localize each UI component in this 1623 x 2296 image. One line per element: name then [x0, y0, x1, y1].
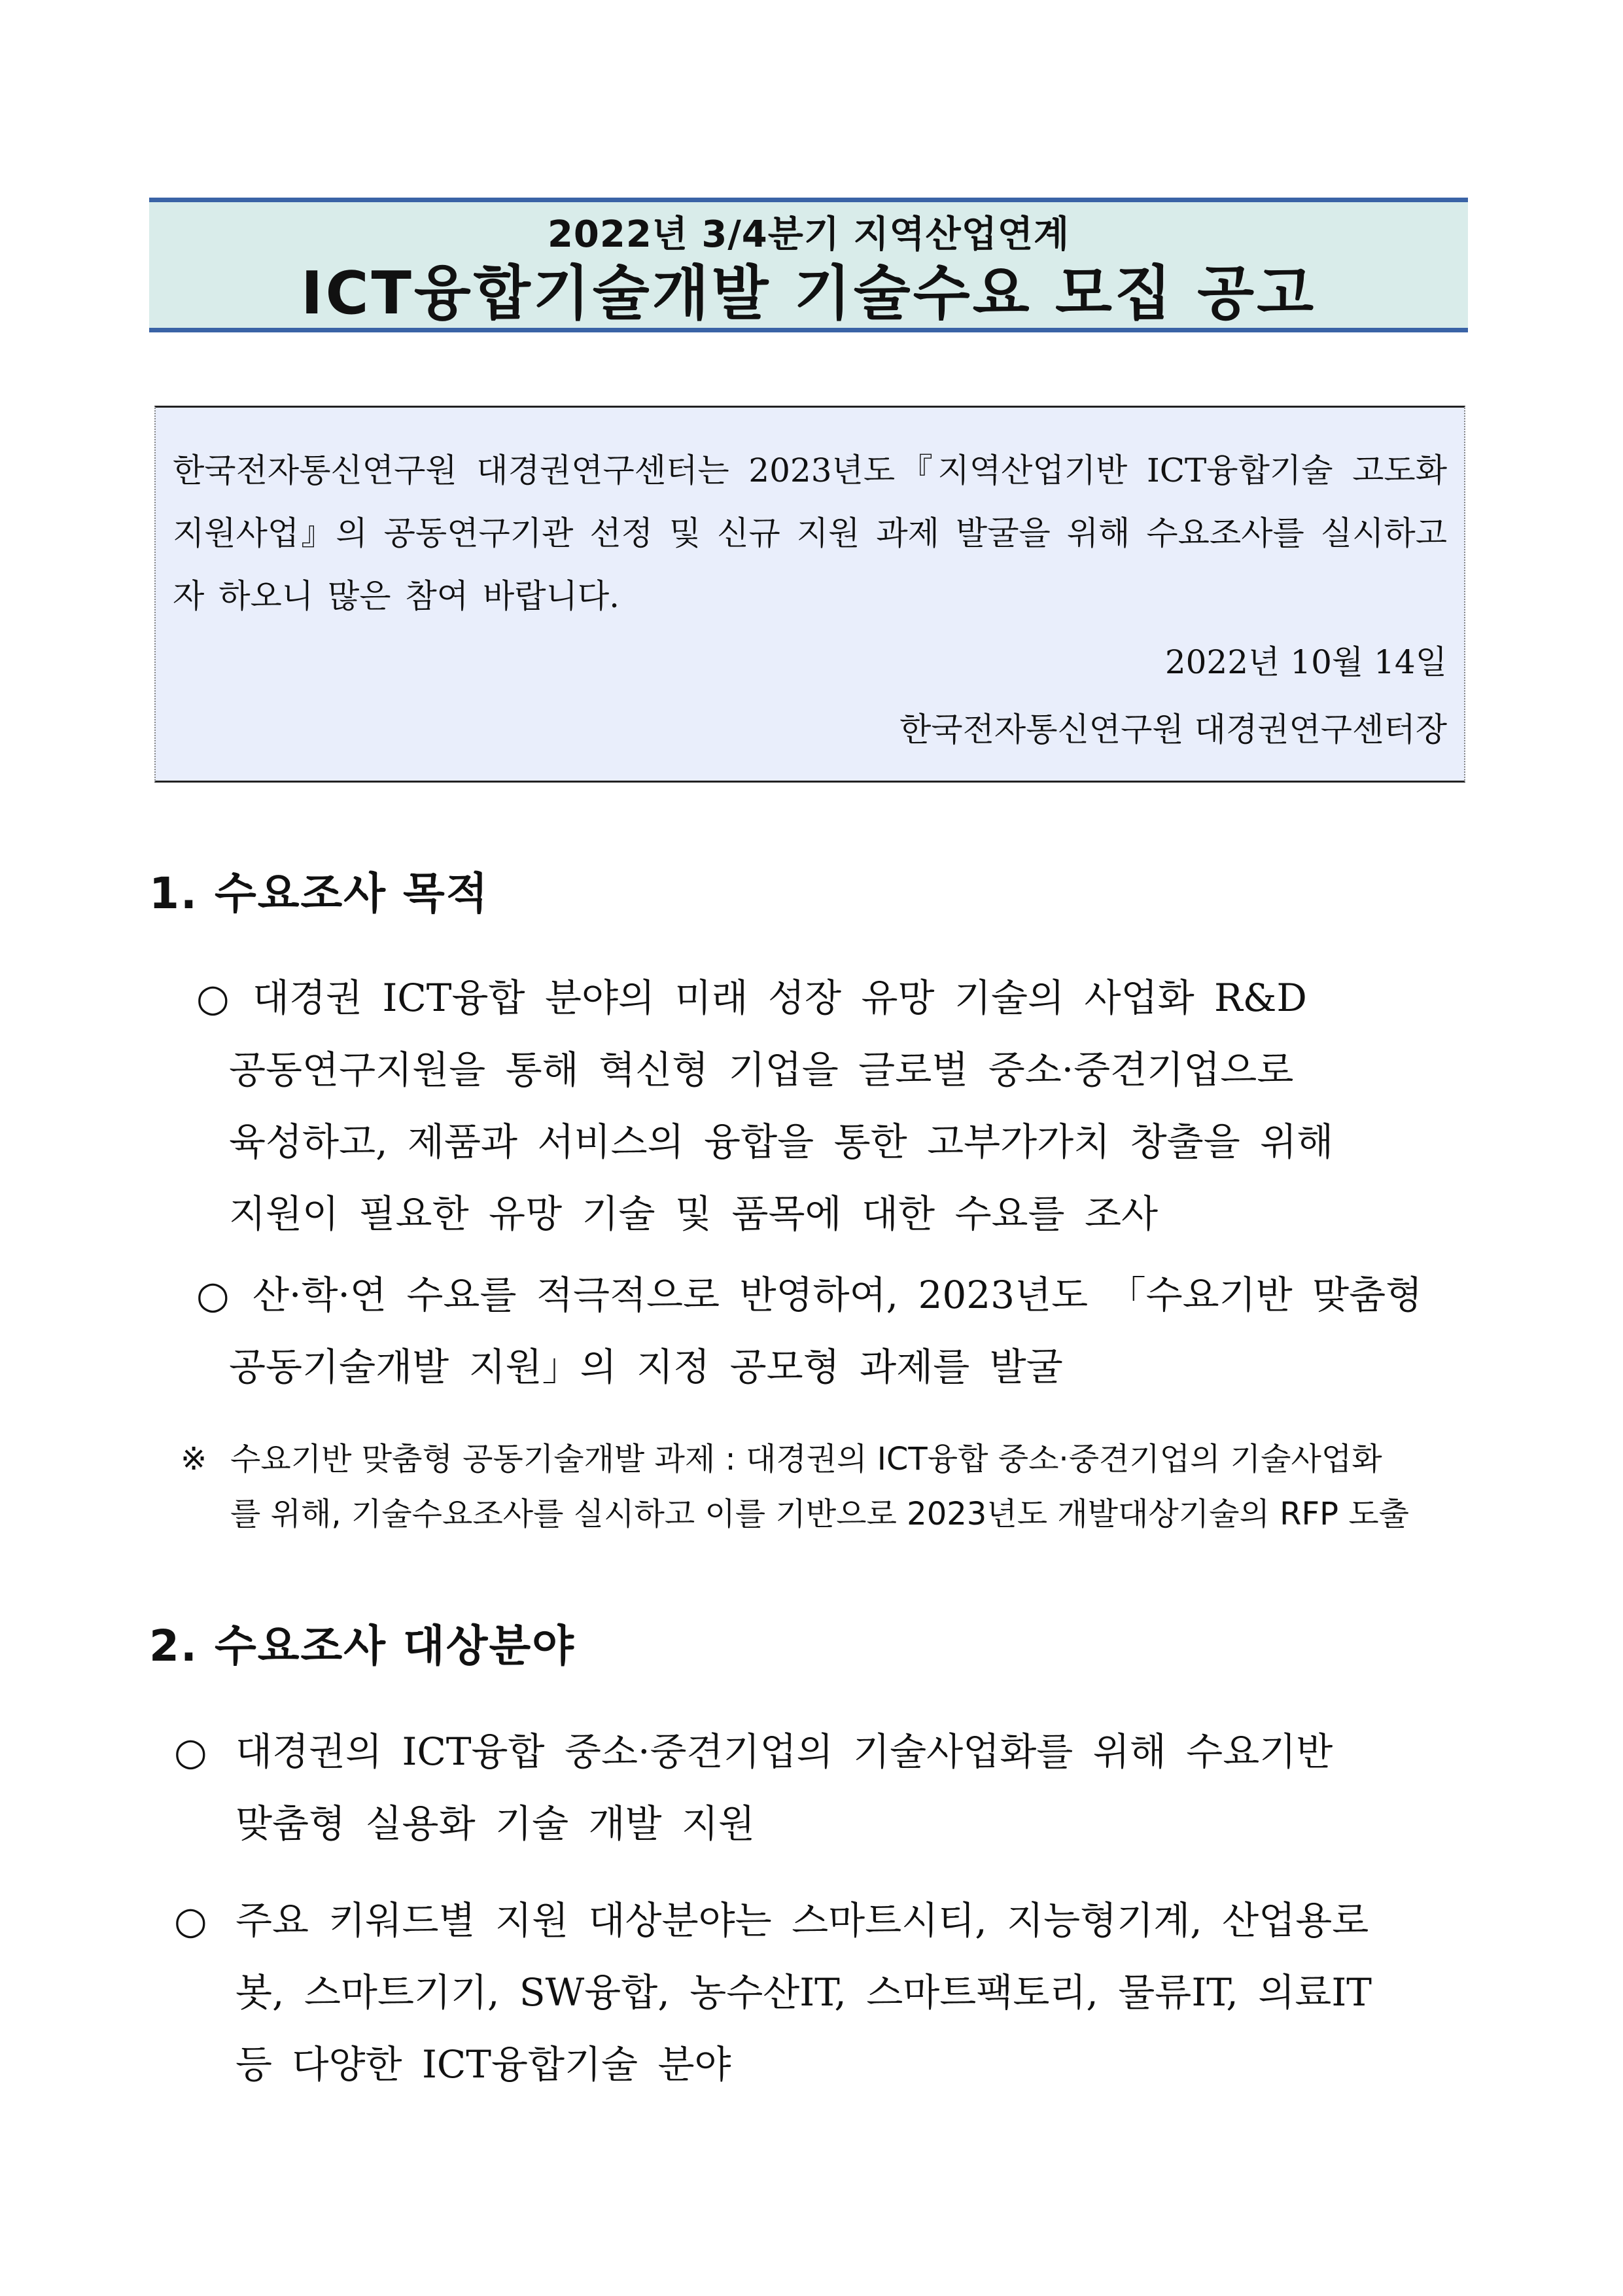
note-line: 를 위해, 기술수요조사를 실시하고 이를 기반으로 2023년도 개발대상기술의 RFP 도출	[230, 1496, 1410, 1532]
circle-bullet-icon: ○	[174, 1729, 207, 1774]
note-line: 수요기반 맞춤형 공동기술개발 과제 : 대경권의 ICT융합 중소·중견기업의 기술사업화	[230, 1441, 1382, 1477]
notice-date: 2022년 10월 14일	[1164, 643, 1447, 681]
notice-box	[154, 406, 1465, 783]
bullet-body	[236, 1716, 1498, 1860]
bullet-line: 대경권 ICT융합 분야의 미래 성장 유망 기술의 사업화 R&D	[253, 976, 1307, 1020]
notice-signer: 한국전자통신연구원 대경권연구센터장	[899, 711, 1447, 749]
bullet-body	[236, 1884, 1498, 2100]
bullet-line: 맞춤형 실용화 기술 개발 지원	[236, 1801, 756, 1846]
bullet-line: 산·학·연 수요를 적극적으로 반영하여, 2023년도 「수요기반 맞춤형	[253, 1273, 1423, 1317]
title-subtitle: 2022년 3/4분기 지역산업연계	[547, 213, 1070, 256]
bullet-line: 봇, 스마트기기, SW융합, 농수산IT, 스마트팩토리, 물류IT, 의료IT	[236, 1970, 1372, 2015]
section2-heading: 2. 수요조사 대상분야	[149, 1621, 575, 1671]
title-main: ICT융합기술개발 기술수요 모집 공고	[300, 259, 1317, 328]
bullet-line: 주요 키워드별 지원 대상분야는 스마트시티, 지능형기계, 산업용로	[236, 1898, 1369, 1943]
bullet-line: 공동기술개발 지원」의 지정 공모형 과제를 발굴	[229, 1345, 1063, 1389]
circle-bullet-icon: ○	[174, 1898, 207, 1943]
note-body	[230, 1432, 1480, 1542]
notice-body: 한국전자통신연구원 대경권연구센터는 2023년도『지역산업기반 ICT융합기술 고도화 지원사업』의 공동연구기관 선정 및 신규 지원 과제 발굴을 위해 수요조사를 실시하고자 하오니 많은 참여 바랍니다.	[173, 451, 1447, 615]
circle-bullet-icon: ○	[196, 976, 230, 1020]
bullet-body	[229, 1259, 1515, 1403]
title-banner	[149, 198, 1468, 332]
circle-bullet-icon: ○	[196, 1273, 230, 1317]
bullet-line: 대경권의 ICT융합 중소·중견기업의 기술사업화를 위해 수요기반	[236, 1729, 1333, 1774]
bullet-line: 등 다양한 ICT융합기술 분야	[236, 2042, 731, 2087]
bullet-line: 지원이 필요한 유망 기술 및 품목에 대한 수요를 조사	[229, 1192, 1159, 1236]
bullet-line: 공동연구지원을 통해 혁신형 기업을 글로벌 중소·중견기업으로	[229, 1048, 1294, 1092]
reference-mark-icon: ※	[181, 1441, 207, 1477]
bullet-body	[229, 962, 1515, 1250]
bullet-line: 육성하고, 제품과 서비스의 융합을 통한 고부가가치 창출을 위해	[229, 1120, 1334, 1164]
section1-heading: 1. 수요조사 목적	[149, 868, 489, 919]
